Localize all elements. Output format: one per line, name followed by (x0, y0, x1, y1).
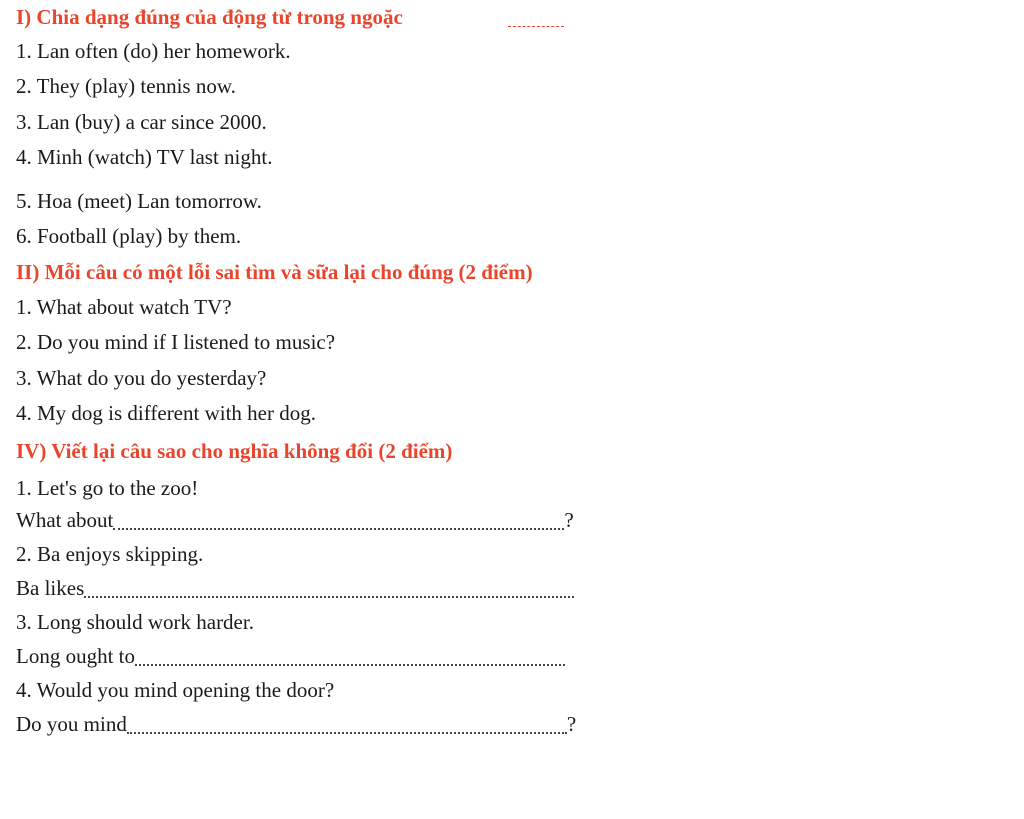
section-3-sentence-3: 3. Long should work harder. (16, 610, 254, 634)
section-3-heading: IV) Viết lại câu sao cho nghĩa không đổi (2 điểm) (16, 439, 453, 463)
section-1-item-6: 6. Football (play) by them. (16, 224, 242, 248)
section-1-item-4: 4. Minh (watch) TV last night. (16, 145, 273, 169)
section-2-item-4: 4. My dog is different with her dog. (16, 401, 316, 425)
section-2-item-1: 1. What about watch TV? (16, 295, 232, 319)
answer-blank[interactable] (135, 649, 565, 669)
answer-blank[interactable] (84, 581, 574, 601)
section-3-sentence-1: 1. Let's go to the zoo! (16, 476, 199, 500)
section-3-answer-line-1 (16, 507, 574, 533)
section-1-item-5: 5. Hoa (meet) Lan tomorrow. (16, 189, 262, 213)
heading-blank-line (508, 26, 564, 27)
section-1-item-1: 1. Lan often (do) her homework. (16, 39, 291, 63)
section-3-sentence-2: 2. Ba enjoys skipping. (16, 542, 204, 566)
section-2-heading: II) Mỗi câu có một lỗi sai tìm và sữa lại cho đúng (2 điểm) (16, 260, 533, 284)
section-2-item-3: 3. What do you do yesterday? (16, 366, 267, 390)
answer-blank[interactable] (127, 717, 567, 737)
section-1-heading: I) Chia dạng đúng của động từ trong ngoặc (16, 5, 403, 29)
answer-prompt: Ba likes (16, 576, 85, 600)
section-3-sentence-4: 4. Would you mind opening the door? (16, 678, 335, 702)
section-1-item-2: 2. They (play) tennis now. (16, 74, 236, 98)
section-1-item-3: 3. Lan (buy) a car since 2000. (16, 110, 267, 134)
answer-ending: ? (566, 712, 577, 736)
answer-prompt: Long ought to (16, 644, 135, 668)
section-2-item-2: 2. Do you mind if I listened to music? (16, 330, 336, 354)
answer-ending: ? (564, 508, 574, 532)
section-3-answer-line-3 (16, 643, 565, 669)
section-3-answer-line-4 (16, 711, 576, 737)
section-3-answer-line-2 (16, 575, 574, 601)
answer-blank[interactable] (113, 513, 564, 533)
answer-prompt: What about (16, 508, 114, 532)
answer-prompt: Do you mind (16, 712, 127, 736)
